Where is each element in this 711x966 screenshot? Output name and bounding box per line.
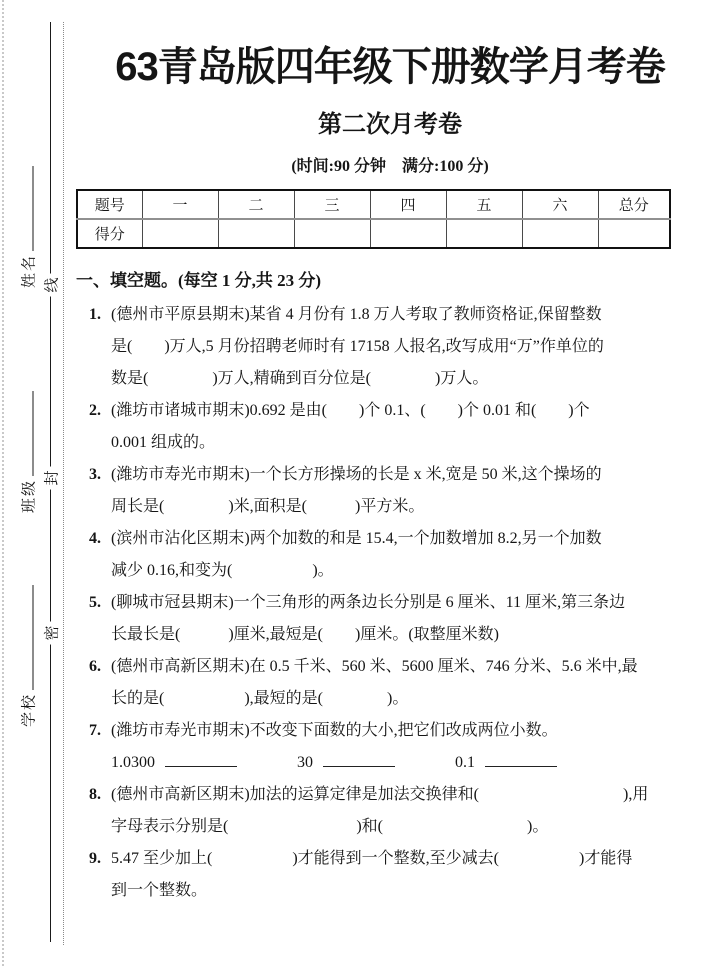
page-title: 63青岛版四年级下册数学月考卷 [115, 45, 665, 89]
q7-item-3 [455, 754, 557, 771]
score-cell[interactable] [218, 219, 294, 248]
question-number: 2. [89, 402, 101, 419]
exam-content [76, 0, 704, 907]
score-table-header-row [77, 190, 670, 219]
question-2 [89, 395, 704, 459]
score-header-label: 题号 [77, 190, 142, 219]
question-number: 9. [89, 850, 101, 867]
student-name-field [18, 166, 39, 288]
score-header-col: 四 [370, 190, 446, 219]
score-header-col: 六 [522, 190, 598, 219]
question-text-line: (潍坊市诸城市期末)0.692 是由( )个 0.1、( )个 0.01 和( )个 [111, 402, 590, 419]
score-cell[interactable] [522, 219, 598, 248]
question-text-line: 5.47 至少加上( )才能得到一个整数,至少减去( )才能得 [111, 850, 633, 867]
score-table-score-row [77, 219, 670, 248]
question-text-line: (德州市平原县期末)某省 4 月份有 1.8 万人考取了教师资格证,保留整数 [111, 306, 602, 323]
question-text-line: 长的是( ),最短的是( )。 [111, 690, 409, 707]
q7-answer-line-1[interactable] [165, 752, 237, 767]
score-header-col: 五 [446, 190, 522, 219]
seal-char-mi: 密 [41, 621, 62, 644]
score-row-label: 得分 [77, 219, 142, 248]
question-text-line: 减少 0.16,和变为( )。 [111, 562, 334, 579]
question-text-line: (德州市高新区期末)在 0.5 千米、560 米、5600 厘米、746 分米、5.6 米中,最 [111, 658, 638, 675]
seal-char-feng: 封 [41, 466, 62, 489]
question-6 [89, 651, 704, 715]
question-number: 1. [89, 306, 101, 323]
school-label: 学校 [21, 692, 38, 728]
question-text-line: (聊城市冠县期末)一个三角形的两条边长分别是 6 厘米、11 厘米,第三条边 [111, 594, 626, 611]
q7-conversion-row [111, 747, 704, 779]
class-label: 班级 [21, 478, 38, 514]
score-cell[interactable] [294, 219, 370, 248]
question-7 [89, 715, 704, 779]
question-text-line: 到一个整数。 [111, 882, 208, 899]
question-number: 4. [89, 530, 101, 547]
question-3 [89, 459, 704, 523]
score-header-col: 一 [142, 190, 218, 219]
question-number: 7. [89, 722, 101, 739]
school-field [18, 585, 39, 727]
class-blank[interactable] [19, 391, 34, 476]
question-number: 6. [89, 658, 101, 675]
question-text-line: 是( )万人,5 月份招聘老师时有 17158 人报名,改写成用“万”作单位的 [111, 338, 604, 355]
score-cell[interactable] [142, 219, 218, 248]
score-header-col: 二 [218, 190, 294, 219]
question-text-line: 数是( )万人,精确到百分位是( )万人。 [111, 370, 489, 387]
score-header-total: 总分 [598, 190, 670, 219]
seal-dotted-line [63, 22, 64, 945]
question-number: 3. [89, 466, 101, 483]
student-name-blank[interactable] [19, 166, 34, 251]
question-text-line: (德州市高新区期末)加法的运算定律是加法交换律和( ),用 [111, 786, 649, 803]
score-table [76, 189, 671, 249]
question-1 [89, 299, 704, 395]
class-field [18, 391, 39, 513]
score-cell[interactable] [598, 219, 670, 248]
question-5 [89, 587, 704, 651]
score-header-col: 三 [294, 190, 370, 219]
page-subtitle: 第二次月考卷 [318, 111, 462, 138]
question-text-line: (滨州市沾化区期末)两个加数的和是 15.4,一个加数增加 8.2,另一个加数 [111, 530, 602, 547]
q7-value-1: 1.0300 [111, 754, 155, 771]
q7-item-1 [111, 754, 237, 771]
section-heading: 一、填空题。(每空 1 分,共 23 分) [76, 271, 322, 290]
question-list [76, 299, 704, 907]
question-8 [89, 779, 704, 843]
question-text-line: 字母表示分别是( )和( )。 [111, 818, 549, 835]
question-text-line: 0.001 组成的。 [111, 434, 216, 451]
school-blank[interactable] [19, 585, 34, 690]
question-text-line: 周长是( )米,面积是( )平方米。 [111, 498, 425, 515]
page-edge-dots [2, 0, 4, 966]
q7-value-3: 0.1 [455, 754, 475, 771]
question-number: 8. [89, 786, 101, 803]
question-text-line: (潍坊市寿光市期末)一个长方形操场的长是 x 米,宽是 50 米,这个操场的 [111, 466, 602, 483]
q7-answer-line-3[interactable] [485, 752, 557, 767]
question-text-line: (潍坊市寿光市期末)不改变下面数的大小,把它们改成两位小数。 [111, 722, 558, 739]
question-4 [89, 523, 704, 587]
question-9 [89, 843, 704, 907]
question-number: 5. [89, 594, 101, 611]
question-text-line: 长最长是( )厘米,最短是( )厘米。(取整厘米数) [111, 626, 499, 643]
q7-answer-line-2[interactable] [323, 752, 395, 767]
seal-char-xian: 线 [41, 273, 62, 296]
student-name-label: 姓名 [21, 253, 38, 289]
score-cell[interactable] [370, 219, 446, 248]
q7-value-2: 30 [297, 754, 313, 771]
score-cell[interactable] [446, 219, 522, 248]
q7-item-2 [297, 754, 395, 771]
exam-info: (时间:90 分钟 满分:100 分) [291, 158, 489, 175]
